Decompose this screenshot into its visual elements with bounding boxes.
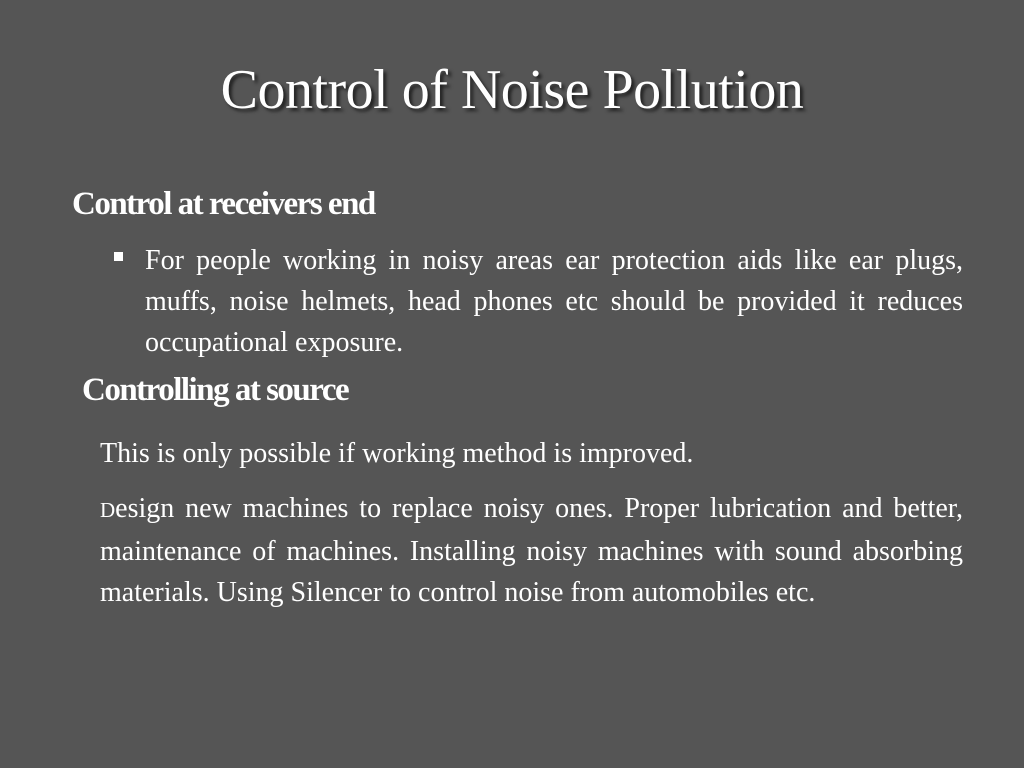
section-heading-source: Controlling at source — [82, 372, 349, 408]
paragraph-design-machines: Design new machines to replace noisy ones. Proper lubrication and better, maintenance of machines. Installing noisy machines with sound absorbing materials. Using Silencer to control noise from automobiles etc. — [100, 493, 963, 608]
slide-title: Control of Noise Pollution — [220, 59, 804, 121]
bullet-text: For people working in noisy areas ear protection aids like ear plugs, muffs, noise helmets, head phones etc should be provided it reduces occupational exposure. — [145, 245, 963, 358]
square-bullet-icon — [114, 252, 123, 261]
section-heading-receivers-end: Control at receivers end — [72, 186, 375, 222]
paragraph-working-method: This is only possible if working method is improved. — [100, 438, 694, 469]
bullet-item — [114, 240, 963, 363]
